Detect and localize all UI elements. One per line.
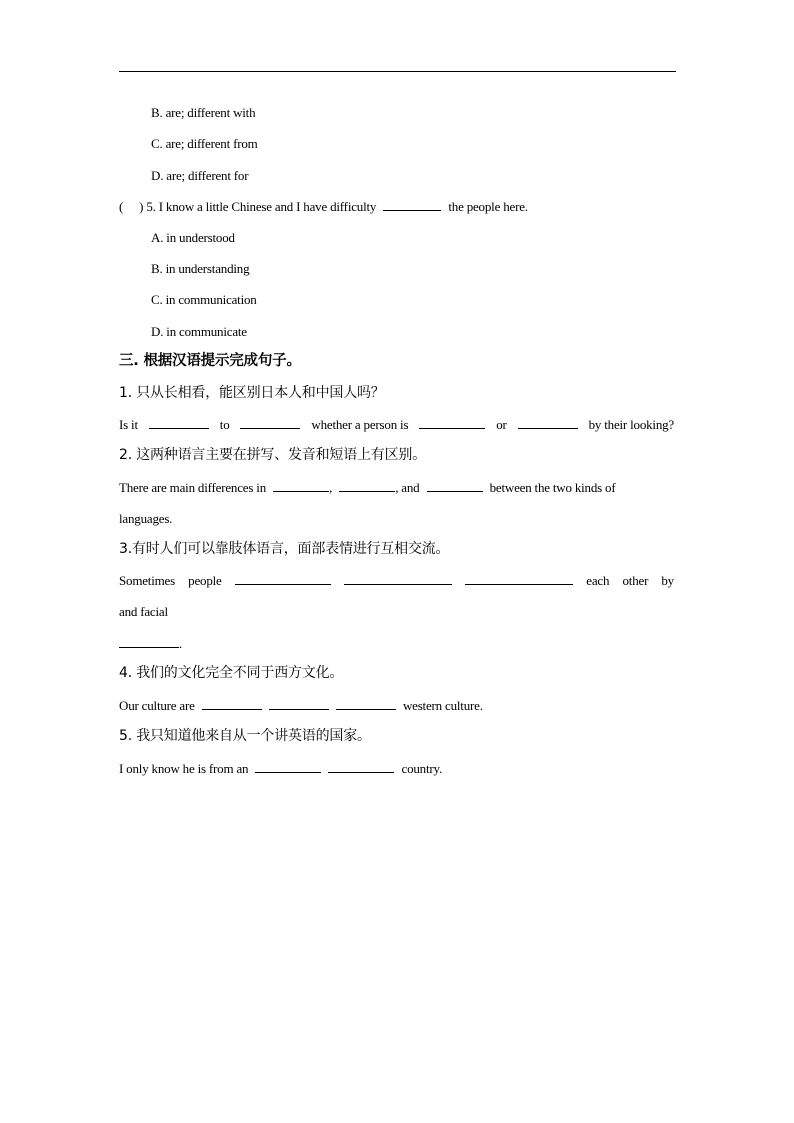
s5-text-2: country. — [401, 761, 443, 776]
s2-blank-2[interactable] — [339, 480, 395, 492]
s2-chinese-prompt: 2. 这两种语言主要在拼写、发音和短语上有区别。 — [119, 447, 427, 463]
s4-blank-1[interactable] — [202, 698, 262, 710]
s3-word-5: by — [661, 573, 674, 588]
s1-text-1: Is it — [119, 417, 138, 432]
q4-option-d: D. are; different for — [151, 168, 249, 183]
s2-text-4: between the two kinds of — [489, 480, 616, 495]
s4-chinese-prompt: 4. 我们的文化完全不同于西方文化。 — [119, 665, 344, 681]
q5-option-a: A. in understood — [151, 230, 235, 245]
s3-blank-2[interactable] — [344, 573, 452, 585]
s1-text-3: whether a person is — [311, 417, 409, 432]
s3-word-4: other — [622, 573, 649, 588]
q5-option-c: C. in communication — [151, 292, 257, 307]
answer-paren-open: ( — [119, 199, 124, 214]
s2-blank-1[interactable] — [273, 480, 329, 492]
s1-blank-4[interactable] — [518, 417, 578, 429]
q4-option-c: C. are; different from — [151, 136, 258, 151]
answer-paren-close: ) — [139, 199, 144, 214]
s4-text-2: western culture. — [402, 698, 483, 713]
s3-word-1: Sometimes — [119, 573, 175, 588]
s3-blank-4[interactable] — [119, 636, 179, 648]
s1-blank-1[interactable] — [149, 417, 209, 429]
s3-word-3: each — [586, 573, 610, 588]
s4-blank-2[interactable] — [269, 698, 329, 710]
s1-text-2: to — [219, 417, 230, 432]
q5-stem-end: the people here. — [448, 199, 528, 214]
s2-text-1: There are main differences in — [119, 480, 266, 495]
question-5 — [119, 199, 679, 215]
q5-blank[interactable] — [383, 199, 441, 211]
s2-english-sentence — [119, 480, 674, 496]
s1-chinese-prompt: 1. 只从长相看，能区别日本人和中国人吗？ — [119, 385, 385, 401]
s5-english-sentence — [119, 761, 679, 777]
s1-english-sentence — [119, 417, 674, 433]
s1-text-5: by their looking? — [588, 417, 674, 432]
s1-blank-3[interactable] — [419, 417, 485, 429]
header-rule — [119, 71, 676, 72]
s2-text-2: , — [329, 480, 333, 495]
s3-final-line — [119, 636, 679, 652]
s4-english-sentence — [119, 698, 679, 714]
s2-blank-3[interactable] — [427, 480, 483, 492]
s3-period: . — [179, 636, 183, 651]
s4-blank-3[interactable] — [336, 698, 396, 710]
s5-chinese-prompt: 5. 我只知道他来自从一个讲英语的国家。 — [119, 728, 371, 744]
section-3-heading: 三. 根据汉语提示完成句子。 — [119, 353, 301, 369]
s5-blank-2[interactable] — [328, 761, 394, 773]
q5-option-b: B. in understanding — [151, 261, 250, 276]
q5-stem: 5. I know a little Chinese and I have difficulty — [146, 199, 377, 214]
s3-blank-1[interactable] — [235, 573, 331, 585]
s5-blank-1[interactable] — [255, 761, 321, 773]
s3-chinese-prompt: 3.有时人们可以靠肢体语言，面部表情进行互相交流。 — [119, 541, 450, 557]
q4-option-b: B. are; different with — [151, 105, 256, 120]
q5-option-d: D. in communicate — [151, 324, 247, 339]
s3-word-2: people — [188, 573, 222, 588]
s3-english-sentence — [119, 573, 674, 589]
s2-text-3: , and — [395, 480, 420, 495]
s1-text-4: or — [496, 417, 507, 432]
s4-text-1: Our culture are — [119, 698, 195, 713]
s1-blank-2[interactable] — [240, 417, 300, 429]
s3-continuation: and facial — [119, 604, 168, 619]
s3-blank-3[interactable] — [465, 573, 573, 585]
s5-text-1: I only know he is from an — [119, 761, 249, 776]
s2-continuation: languages. — [119, 511, 173, 526]
